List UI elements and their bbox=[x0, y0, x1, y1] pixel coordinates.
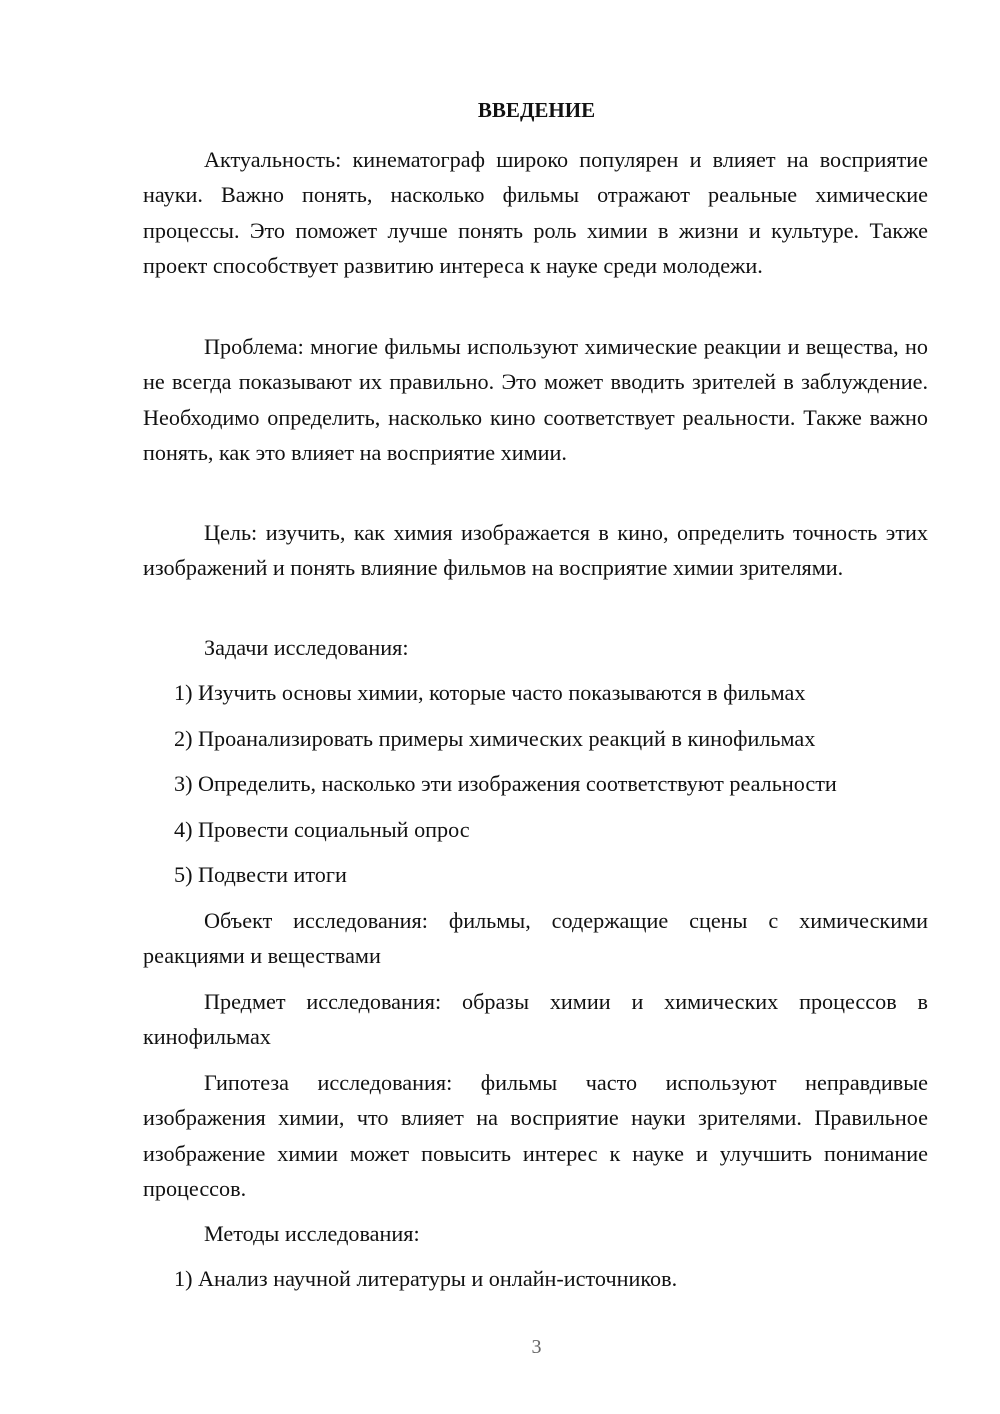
task-item-1: 1) Изучить основы химии, которые часто показываются в фильмах bbox=[174, 680, 806, 705]
page-number: 3 bbox=[531, 1336, 542, 1358]
task-item-4: 4) Провести социальный опрос bbox=[174, 817, 470, 842]
page-title: ВВЕДЕНИЕ bbox=[477, 98, 596, 122]
methods-heading: Методы исследования: bbox=[204, 1221, 420, 1246]
tasks-heading: Задачи исследования: bbox=[204, 635, 409, 660]
task-item-5: 5) Подвести итоги bbox=[174, 862, 347, 887]
goal-paragraph: Цель: изучить, как химия изображается в кино, определить точность этих изображений и понять влияние фильмов на восприятие химии зрителями. bbox=[143, 520, 928, 581]
task-item-3: 3) Определить, насколько эти изображения соответствуют реальности bbox=[174, 771, 837, 796]
task-item-2: 2) Проанализировать примеры химических реакций в кинофильмах bbox=[174, 726, 816, 751]
method-item-1: 1) Анализ научной литературы и онлайн-источников. bbox=[174, 1266, 678, 1291]
object-paragraph: Объект исследования: фильмы, содержащие сцены с химическими реакциями и веществами bbox=[143, 908, 928, 969]
hypothesis-paragraph: Гипотеза исследования: фильмы часто используют неправдивые изображения химии, что влияет на восприятие науки зрителями. Правильное изображение химии может повысить интерес к науке и улучшить понимание процессов. bbox=[143, 1070, 928, 1201]
relevance-paragraph: Актуальность: кинематограф широко популярен и влияет на восприятие науки. Важно понять, насколько фильмы отражают реальные химические процессы. Это поможет лучше понять роль химии в жизни и культуре. Также проект способствует развитию интереса к науке среди молодежи. bbox=[143, 147, 928, 278]
subject-paragraph: Предмет исследования: образы химии и химических процессов в кинофильмах bbox=[143, 989, 928, 1050]
problem-paragraph: Проблема: многие фильмы используют химические реакции и вещества, но не всегда показывают их правильно. Это может вводить зрителей в заблуждение. Необходимо определить, насколько кино соответствует реальности. Также важно понять, как это влияет на восприятие химии. bbox=[143, 334, 928, 465]
